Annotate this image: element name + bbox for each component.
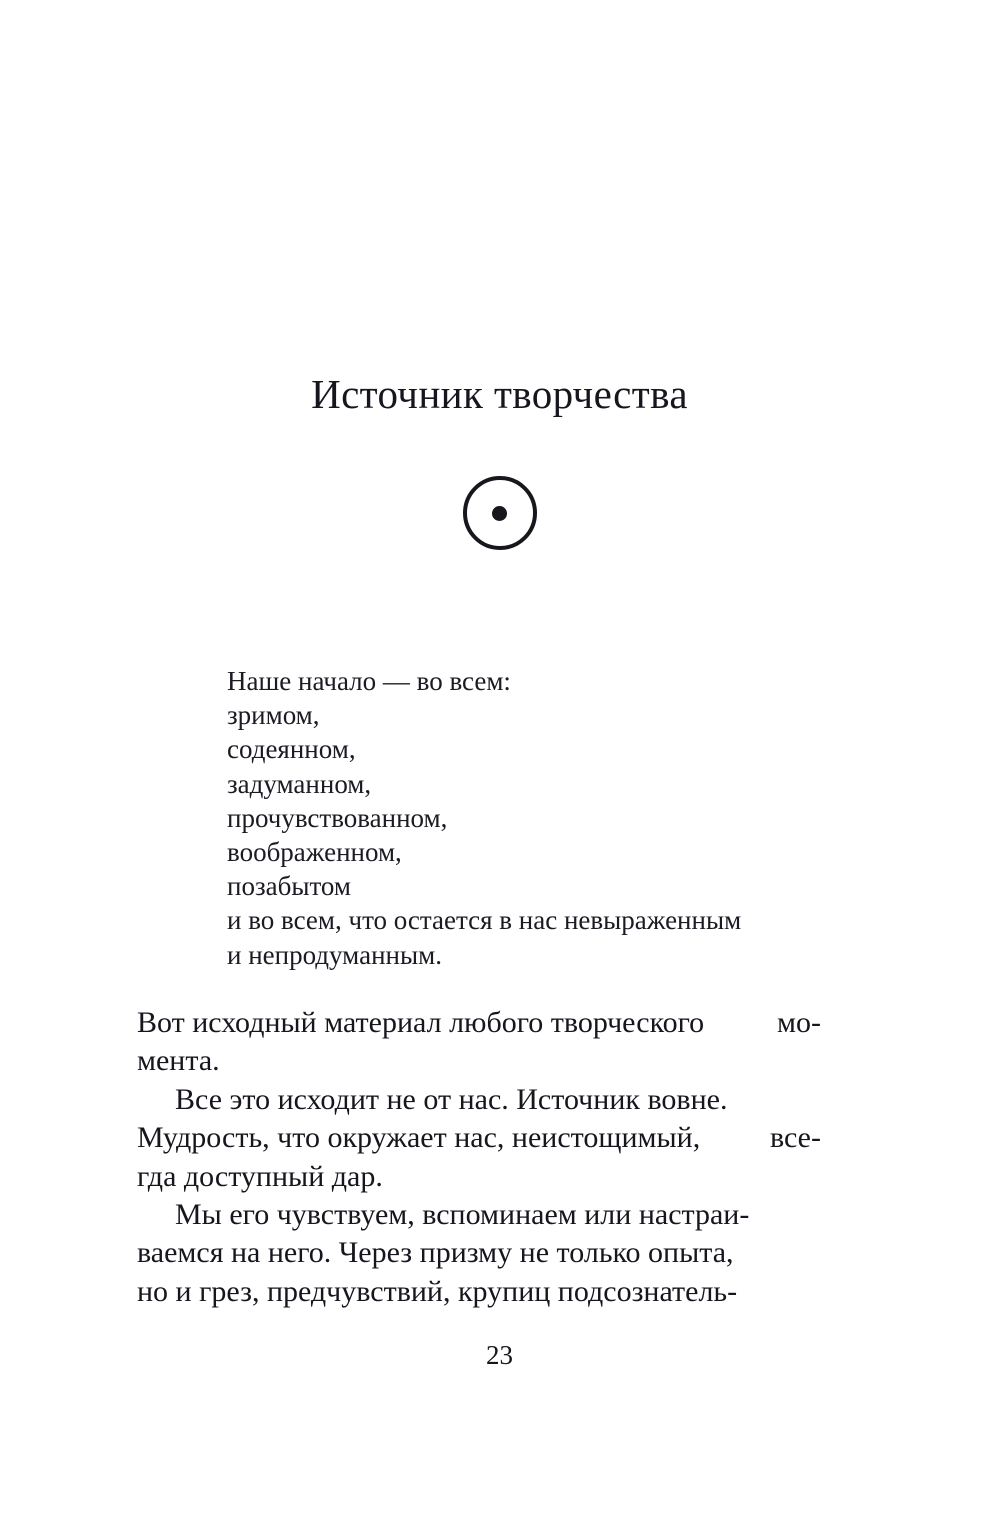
body-paragraph	[137, 1081, 821, 1196]
verse-line: прочувствованном,	[227, 802, 448, 833]
body-line-text: Вот исходный материал любого творческого	[137, 1006, 705, 1039]
center-dot-icon	[492, 506, 507, 521]
body-paragraph	[137, 1004, 821, 1081]
page-title: Источник творчества	[311, 371, 688, 417]
body-line: Мы его чувствуем, вспоминаем или настраи-	[175, 1198, 750, 1232]
verse-line: и непродуманным.	[227, 939, 442, 970]
body-line-text: Мудрость, что окружает нас, неистощимый,	[137, 1121, 701, 1155]
verse-line: зримом,	[227, 700, 320, 731]
body-line: мента.	[137, 1044, 220, 1078]
body-line: гда доступный дар.	[137, 1159, 383, 1193]
body-line	[137, 1004, 821, 1042]
body-line: но и грез, предчувствий, крупиц подсознатель-	[137, 1274, 738, 1308]
body-text	[137, 1004, 821, 1311]
verse-line: воображенном,	[227, 837, 402, 868]
verse-line: Наше начало — во всем:	[227, 666, 511, 696]
page-number: 23	[486, 1340, 513, 1370]
epigraph-verse	[227, 664, 867, 972]
ornament-container	[0, 474, 999, 552]
verse-line: и во всем, что остается в нас невыраженным	[227, 905, 742, 936]
verse-line: позабытом	[227, 871, 351, 902]
body-line: Все это исходит не от нас. Источник вовне.	[175, 1082, 728, 1116]
circle-with-center-dot-icon	[463, 476, 537, 550]
body-line-hyphen-tail: все-	[770, 1121, 821, 1155]
verse-line: содеянном,	[227, 734, 356, 765]
body-paragraph	[137, 1196, 821, 1311]
body-line-hyphen-tail: мо-	[777, 1006, 821, 1039]
body-line: ваемся на него. Через призму не только опыта,	[137, 1236, 734, 1270]
body-line	[137, 1119, 821, 1157]
verse-line: задуманном,	[227, 768, 372, 799]
